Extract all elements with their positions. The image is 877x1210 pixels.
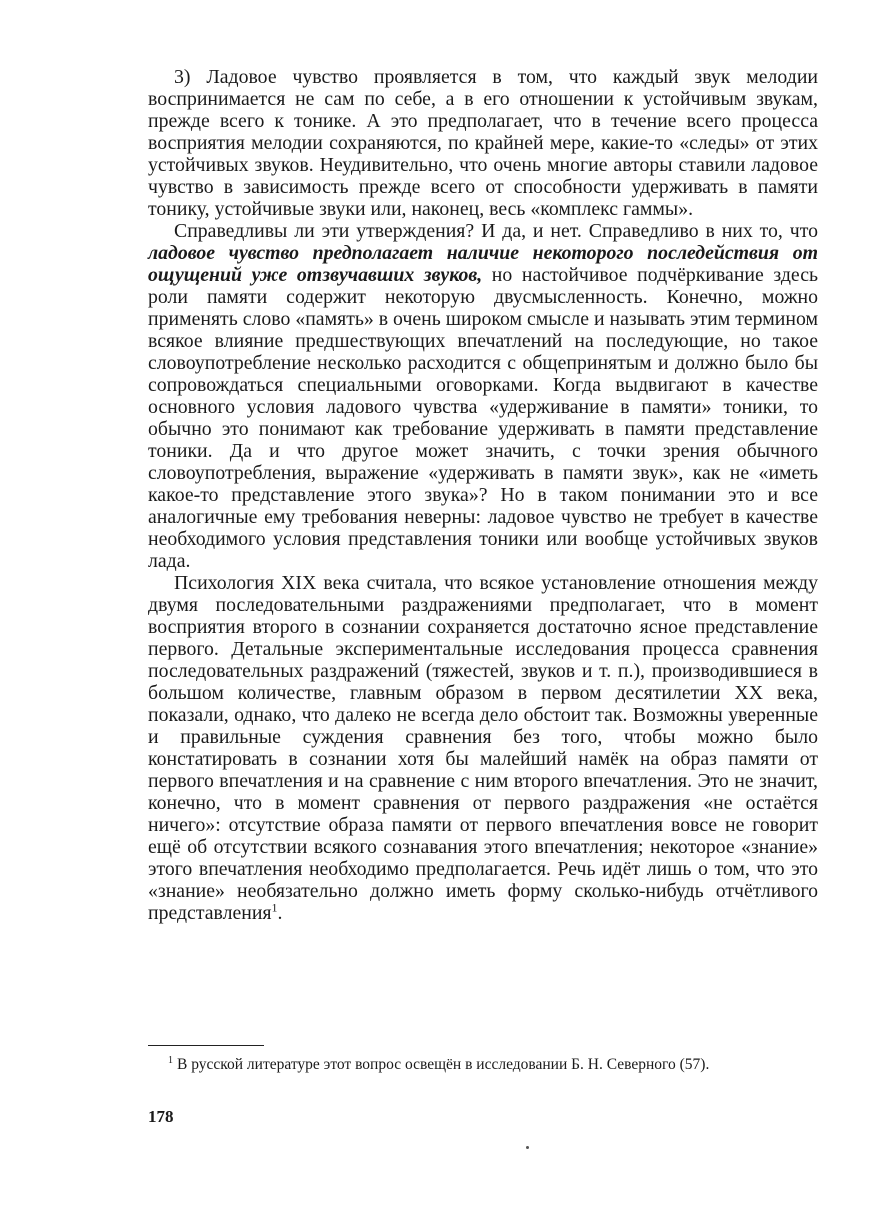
footnote-text: В русской литературе этот вопрос освещён в исследовании Б. Н. Северного (57). — [177, 1056, 710, 1073]
footnote — [148, 1055, 818, 1074]
emphasized-phrase: ладовое чувство предполагает наличие некоторого последействия от ощущений уже отзвучавших звуков, — [148, 242, 818, 286]
paragraph-spravedlivy — [148, 220, 818, 572]
paragraph-text: Психология XIX века считала, что всякое установление отношения между двумя последовательными раздражениями предполагает, что в момент восприятия второго в сознании сохраняется достаточно ясное представление первого. Детальные экспериментальные исследования процесса сравнения последовательных раздражений (тяжестей, звуков и т. п.), производившиеся в большом количестве, главным образом в первом десятилетии XX века, показали, однако, что далеко не всегда дело обстоит так. Возможны уверенные и правильные суждения сравнения без того, чтобы можно было констатировать в сознании хотя бы малейший намёк на образ памяти от первого впечатления и на сравнение с ним второго впечатления. Это не значит, конечно, что в момент сравнения от первого раздражения «не остаётся ничего»: отсутствие образа памяти от первого впечатления вовсе не говорит ещё об отсутствии всякого сознавания этого впечатления; некоторое «знание» этого впечатления необходимо предполагается. Речь идёт лишь о том, что это «знание» необязательно должно иметь форму сколько-нибудь отчётливого представления — [148, 572, 818, 924]
paragraph-text-start: Справедливы ли эти утверждения? И да, и нет. Справедливо в них то, что — [174, 220, 818, 242]
page-number: 178 — [148, 1107, 174, 1126]
footnote-mark: 1 — [168, 1054, 173, 1066]
paragraph-psikhologiya — [148, 572, 818, 924]
paragraph-period: . — [277, 902, 283, 924]
paragraph-text: 3) Ладовое чувство проявляется в том, что каждый звук мелодии воспринимается не сам по себе, а в его отношении к устойчивым звукам, прежде всего к тонике. А это предполагает, что в течение всего процесса восприятия мелодии сохраняются, по крайней мере, какие-то «следы» от этих устойчивых звуков. Неудивительно, что очень многие авторы ставили ладовое чувство в зависимость прежде всего от способности удерживать в памяти тонику, устойчивые звуки или, наконец, весь «комплекс гаммы». — [148, 66, 818, 220]
page-body — [148, 66, 818, 924]
paragraph-ladovoe-chuvstvo — [148, 66, 818, 220]
paragraph-text-end: но настойчивое подчёркивание здесь роли памяти содержит некоторую двусмысленность. Конечно, можно применять слово «память» в очень широком смысле и называть этим термином всякое влияние предшествующих впечатлений на последующие, но такое словоупотребление несколько расходится с общепринятым и должно было бы сопровождаться специальными оговорками. Когда выдвигают в качестве основного условия ладового чувства «удерживание в памяти» тоники, то обычно это понимают как требование удерживать в памяти представление тоники. Да и что другое может значить, с точки зрения обычного словоупотребления, выражение «удерживать в памяти звук», как не «иметь какое-то представление этого звука»? Но в таком понимании это и все аналогичные ему требования неверны: ладовое чувство не требует в качестве необходимого условия представления тоники или вообще устойчивых звуков лада. — [148, 264, 819, 572]
footnote-reference[interactable]: 1 — [271, 900, 278, 915]
print-speck — [526, 1146, 529, 1149]
footnote-divider — [148, 1045, 264, 1046]
